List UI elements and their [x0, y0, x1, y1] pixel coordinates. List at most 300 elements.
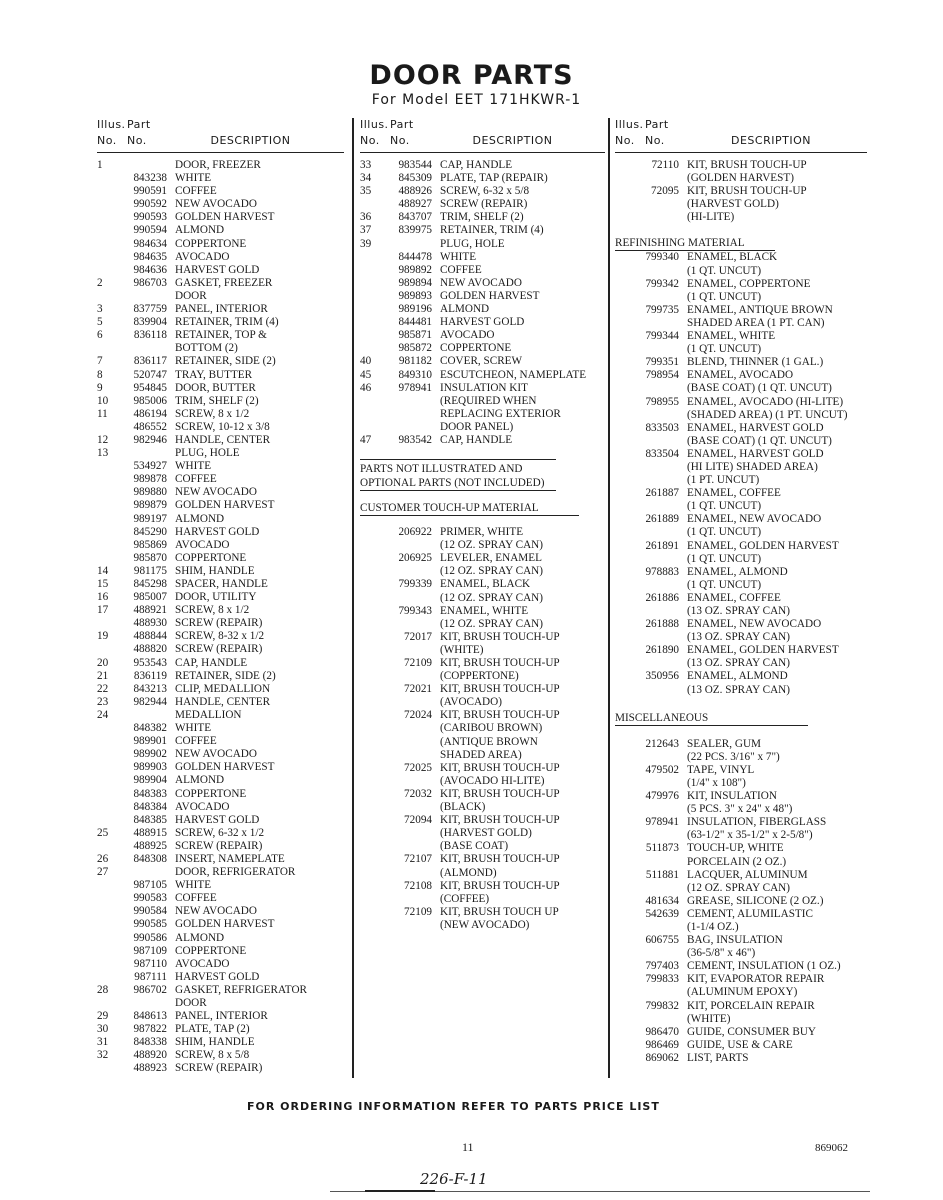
part-number: 488926 — [398, 185, 432, 198]
part-number: 839975 — [398, 224, 432, 237]
parts-row — [97, 198, 344, 211]
part-number — [119, 866, 175, 879]
part-number: 837759 — [133, 303, 167, 316]
part-number: 985006 — [133, 394, 167, 407]
description-continuation: (SHADED AREA) (1 PT. UNCUT) — [687, 408, 848, 421]
part-number: 799344 — [645, 330, 679, 343]
parts-row — [97, 1062, 344, 1075]
part-description: KIT, BRUSH TOUCH-UP — [440, 787, 560, 800]
part-number: 987111 — [134, 970, 167, 983]
part-number: 989879 — [133, 499, 167, 512]
part-description: GASKET, FREEZER — [175, 276, 273, 289]
parts-row — [97, 709, 344, 722]
illus-number — [97, 526, 119, 539]
part-number: 488925 — [133, 839, 167, 852]
part-number — [119, 709, 175, 722]
description-continuation: (WHITE) — [687, 1012, 731, 1025]
parts-row — [360, 788, 605, 801]
illus-number — [97, 251, 119, 264]
parts-row — [615, 934, 867, 947]
description-continuation: (12 OZ. SPRAY CAN) — [440, 617, 543, 630]
part-number: 990584 — [133, 905, 167, 918]
parts-row — [97, 827, 344, 840]
part-description: CLIP, MEDALLION — [175, 682, 271, 695]
illus-number — [97, 198, 119, 211]
parts-row — [97, 1036, 344, 1049]
parts-row — [97, 526, 344, 539]
part-number: 845309 — [398, 172, 432, 185]
part-number: 982946 — [133, 433, 167, 446]
part-description: MEDALLION — [175, 708, 242, 721]
part-number: 987822 — [133, 1023, 167, 1036]
parts-row — [97, 945, 344, 958]
part-description: ENAMEL, BLACK — [440, 578, 531, 591]
illus-number — [97, 958, 119, 971]
illus-number — [360, 552, 368, 565]
part-description: GASKET, REFRIGERATOR — [175, 983, 307, 996]
illus-number: 35 — [360, 185, 372, 198]
part-description: NEW AVOCADO — [175, 198, 257, 211]
description-continuation: (13 OZ. SPRAY CAN) — [687, 631, 790, 644]
illus-number: 11 — [97, 407, 108, 420]
part-description: HARVEST GOLD — [175, 525, 260, 538]
part-description: GREASE, SILICONE (2 OZ.) — [687, 894, 824, 907]
parts-row — [97, 735, 344, 748]
parts-row — [615, 513, 867, 526]
part-description: ENAMEL, COPPERTONE — [687, 277, 811, 290]
part-number: 797403 — [645, 960, 679, 973]
description-continuation: (13 OZ. SPRAY CAN) — [687, 683, 790, 696]
part-number: 985871 — [398, 329, 432, 342]
description-continuation: (1-1/4 OZ.) — [687, 920, 739, 933]
part-description: SHIM, HANDLE — [175, 1036, 255, 1049]
parts-row — [97, 696, 344, 709]
illus-number — [360, 264, 368, 277]
description-continuation: SHADED AREA (1 PT. CAN) — [687, 316, 825, 329]
parts-row — [97, 355, 344, 368]
part-number: 206925 — [398, 552, 432, 565]
parts-row — [615, 422, 867, 435]
part-description: ENAMEL, GOLDEN HARVEST — [687, 644, 839, 657]
parts-row — [97, 1023, 344, 1036]
parts-row — [615, 738, 867, 751]
part-number: 479976 — [645, 790, 679, 803]
touchup-list — [360, 526, 605, 932]
illus-number — [97, 722, 119, 735]
illus-number: 46 — [360, 381, 372, 394]
part-description: KIT, BRUSH TOUCH-UP — [440, 761, 560, 774]
parts-row — [97, 395, 344, 408]
parts-row — [97, 866, 344, 879]
part-description: CAP, HANDLE — [175, 656, 248, 669]
part-description: ENAMEL, BLACK — [687, 251, 778, 264]
part-number: 479502 — [645, 763, 679, 776]
part-number: 799343 — [398, 604, 432, 617]
illus-number — [97, 224, 119, 237]
part-description: ENAMEL, HARVEST GOLD — [687, 447, 824, 460]
description-continuation: (HARVEST GOLD) — [440, 827, 532, 840]
parts-row — [615, 1000, 867, 1013]
description-continuation: (1 QT. UNCUT) — [687, 526, 762, 539]
parts-row — [97, 277, 344, 290]
part-number: 989902 — [133, 748, 167, 761]
part-number: 844481 — [398, 316, 432, 329]
part-number: 350956 — [645, 670, 679, 683]
parts-row — [615, 644, 867, 657]
description-continuation: (HARVEST GOLD) — [687, 198, 779, 211]
illus-number — [97, 172, 119, 185]
description-continuation: (ALUMINUM EPOXY) — [687, 986, 798, 999]
illus-number — [97, 264, 119, 277]
parts-row — [615, 330, 867, 343]
parts-row — [615, 540, 867, 553]
part-description: ENAMEL, GOLDEN HARVEST — [687, 539, 839, 552]
illus-number — [360, 631, 368, 644]
part-description: ENAMEL, HARVEST GOLD — [687, 421, 824, 434]
part-description: CEMENT, INSULATION (1 OZ.) — [687, 960, 841, 973]
parts-row — [97, 513, 344, 526]
part-number: 798955 — [645, 395, 679, 408]
illus-number: 47 — [360, 433, 372, 446]
parts-row — [97, 539, 344, 552]
part-number: 488920 — [133, 1049, 167, 1062]
part-description: INSULATION KIT — [440, 381, 528, 394]
part-description: WHITE — [440, 250, 477, 263]
part-description: COFFEE — [175, 735, 217, 748]
parts-row — [360, 277, 605, 290]
description-continuation: (AVOCADO) — [440, 696, 502, 709]
part-description: PLATE, TAP (REPAIR) — [440, 172, 548, 185]
touchup-heading: CUSTOMER TOUCH-UP MATERIAL — [360, 501, 579, 516]
header-illus-no: No. — [360, 134, 380, 147]
part-description: TAPE, VINYL — [687, 763, 755, 776]
part-number: 799735 — [645, 303, 679, 316]
parts-row — [97, 172, 344, 185]
part-description: DOOR, BUTTER — [175, 381, 256, 394]
parts-row — [97, 617, 344, 630]
parts-row — [97, 316, 344, 329]
illus-number: 10 — [97, 394, 109, 407]
part-description: DOOR, REFRIGERATOR — [175, 866, 296, 879]
part-number: 848382 — [133, 722, 167, 735]
illus-number — [97, 971, 119, 984]
parts-row — [97, 303, 344, 316]
part-description: PLATE, TAP (2) — [175, 1023, 250, 1036]
parts-row — [615, 159, 867, 172]
column-header — [615, 118, 867, 153]
part-number: 520747 — [133, 368, 167, 381]
parts-row — [97, 434, 344, 447]
header-part: Part — [127, 118, 151, 131]
part-number: 984636 — [133, 263, 167, 276]
part-description: RETAINER, TOP & — [175, 329, 267, 342]
part-number: 978941 — [398, 381, 432, 394]
parts-row — [97, 552, 344, 565]
part-number: 799342 — [645, 277, 679, 290]
part-number: 798954 — [645, 369, 679, 382]
illus-number — [360, 277, 368, 290]
part-description: TRIM, SHELF (2) — [440, 211, 524, 224]
part-description: HARVEST GOLD — [175, 263, 260, 276]
part-number: 848308 — [133, 852, 167, 865]
illus-number: 16 — [97, 591, 109, 604]
part-number: 72025 — [404, 761, 432, 774]
illus-number — [97, 1062, 119, 1075]
part-description: COFFEE — [440, 263, 482, 276]
part-number: 986470 — [645, 1025, 679, 1038]
parts-row — [360, 264, 605, 277]
part-description: KIT, BRUSH TOUCH-UP — [440, 709, 560, 722]
parts-row — [97, 1049, 344, 1062]
part-description: KIT, BRUSH TOUCH-UP — [440, 683, 560, 696]
parts-row — [360, 709, 605, 722]
part-number: 72024 — [404, 709, 432, 722]
part-number: 799340 — [645, 251, 679, 264]
parts-row — [615, 278, 867, 291]
illus-number — [360, 198, 368, 211]
part-number: 990593 — [133, 211, 167, 224]
description-continuation: (BASE COAT) (1 QT. UNCUT) — [687, 382, 832, 395]
illus-number: 5 — [97, 316, 103, 329]
part-number: 542639 — [645, 907, 679, 920]
part-number: 978883 — [645, 565, 679, 578]
part-number: 981175 — [133, 564, 167, 577]
part-description: RETAINER, SIDE (2) — [175, 355, 276, 368]
parts-row — [615, 396, 867, 409]
part-description: SEALER, GUM — [687, 737, 761, 750]
header-illus-no: No. — [97, 134, 117, 147]
part-number: 845298 — [133, 578, 167, 590]
part-number: 990592 — [133, 198, 167, 211]
part-description: ENAMEL, ANTIQUE BROWN — [687, 303, 833, 316]
part-number: 981182 — [398, 355, 432, 368]
part-number: 984635 — [133, 250, 167, 263]
part-description: WHITE — [175, 460, 212, 473]
illus-number — [97, 552, 119, 565]
header-part-no: No. — [645, 134, 665, 147]
part-number: 72109 — [404, 905, 432, 918]
illus-number — [97, 473, 119, 486]
part-number — [368, 238, 440, 251]
parts-row — [97, 814, 344, 827]
part-number: 836119 — [133, 669, 167, 682]
header-part-no: No. — [390, 134, 410, 147]
illus-number — [97, 814, 119, 827]
illus-number — [97, 238, 119, 251]
part-description: ESCUTCHEON, NAMEPLATE — [440, 368, 587, 381]
illus-number — [360, 657, 368, 670]
illus-number — [97, 840, 119, 853]
illus-number: 34 — [360, 172, 372, 185]
parts-row — [97, 840, 344, 853]
illus-number: 9 — [97, 381, 103, 394]
part-number: 72108 — [404, 879, 432, 892]
part-description: SHIM, HANDLE — [175, 564, 255, 577]
part-description: ALMOND — [175, 931, 225, 944]
header-part: Part — [390, 118, 414, 131]
parts-column-1 — [97, 118, 344, 1076]
part-number: 511881 — [645, 868, 679, 881]
description-continuation: (1/4" x 108") — [687, 776, 746, 789]
parts-row — [97, 408, 344, 421]
header-illus: Illus. — [615, 118, 644, 131]
part-description: COPPERTONE — [175, 787, 247, 800]
part-number: 989894 — [398, 276, 432, 289]
part-number: 511873 — [645, 842, 679, 855]
parts-row — [97, 657, 344, 670]
description-continuation: (12 OZ. SPRAY CAN) — [440, 565, 543, 578]
part-description: GUIDE, CONSUMER BUY — [687, 1025, 816, 1038]
part-description: COFFEE — [175, 473, 217, 486]
illus-number — [97, 932, 119, 945]
parts-row — [360, 434, 605, 447]
part-description: ALMOND — [175, 512, 225, 525]
part-description: SPACER, HANDLE — [175, 578, 268, 590]
part-number: 606755 — [645, 934, 679, 947]
illus-number: 24 — [97, 708, 109, 721]
parts-row — [360, 316, 605, 329]
parts-row — [360, 185, 605, 198]
illus-number — [360, 342, 368, 355]
part-number: 843707 — [398, 211, 432, 224]
part-number: 486194 — [133, 407, 167, 420]
parts-row — [97, 604, 344, 617]
parts-list — [360, 159, 605, 447]
parts-row — [360, 329, 605, 342]
part-number: 990594 — [133, 224, 167, 237]
parts-row — [615, 1039, 867, 1052]
description-continuation: (12 OZ. SPRAY CAN) — [687, 881, 790, 894]
part-description: KIT, EVAPORATOR REPAIR — [687, 973, 825, 986]
parts-row — [97, 382, 344, 395]
part-description: NEW AVOCADO — [175, 905, 257, 918]
part-number: 990586 — [133, 931, 167, 944]
part-number: 839904 — [133, 316, 167, 329]
part-description: WHITE — [175, 172, 212, 185]
description-continuation: (1 QT. UNCUT) — [687, 343, 762, 356]
part-number: 989903 — [133, 761, 167, 774]
part-description: PRIMER, WHITE — [440, 526, 524, 539]
parts-row — [97, 421, 344, 434]
parts-row — [360, 578, 605, 591]
description-continuation: BOTTOM (2) — [175, 342, 238, 355]
parts-row — [97, 630, 344, 643]
parts-row — [97, 578, 344, 591]
refinishing-heading: REFINISHING MATERIAL — [615, 236, 775, 251]
part-number: 984634 — [133, 237, 167, 250]
description-continuation: (HI-LITE) — [687, 211, 735, 224]
parts-row — [615, 369, 867, 382]
part-number: 261888 — [645, 618, 679, 631]
parts-row — [97, 1010, 344, 1023]
part-number: 990591 — [133, 185, 167, 198]
parts-row — [97, 238, 344, 251]
part-description: KIT, BRUSH TOUCH-UP — [687, 159, 807, 171]
part-number: 72110 — [651, 159, 679, 171]
part-description: PLUG, HOLE — [440, 237, 505, 250]
description-continuation: (COFFEE) — [440, 892, 490, 905]
part-description: KIT, BRUSH TOUCH-UP — [440, 814, 560, 827]
part-description: KIT, BRUSH TOUCH UP — [440, 905, 559, 918]
part-description: ENAMEL, NEW AVOCADO — [687, 513, 822, 526]
illus-number: 13 — [97, 447, 109, 460]
parts-row — [360, 552, 605, 565]
part-description: GOLDEN HARVEST — [175, 918, 275, 931]
parts-row — [360, 290, 605, 303]
part-description: ENAMEL, ALMOND — [687, 565, 788, 578]
bottom-rule-accent — [365, 1190, 435, 1192]
part-number: 954845 — [133, 381, 167, 394]
illus-number — [97, 513, 119, 526]
part-description: ENAMEL, AVOCADO (HI-LITE) — [687, 395, 844, 408]
illus-number — [360, 762, 368, 775]
part-description: SCREW (REPAIR) — [175, 617, 263, 630]
illus-number — [97, 748, 119, 761]
part-description: NEW AVOCADO — [175, 486, 257, 499]
part-number: 989880 — [133, 486, 167, 499]
part-description: PLUG, HOLE — [175, 447, 240, 460]
parts-row — [615, 816, 867, 829]
parts-row — [360, 238, 605, 251]
illus-number — [360, 906, 368, 919]
part-description: GUIDE, USE & CARE — [687, 1038, 793, 1051]
parts-row — [360, 631, 605, 644]
description-continuation: (12 OZ. SPRAY CAN) — [440, 539, 543, 552]
description-continuation: (1 QT. UNCUT) — [687, 552, 762, 565]
parts-row — [360, 880, 605, 893]
parts-row — [97, 958, 344, 971]
illus-number — [360, 329, 368, 342]
parts-row — [360, 762, 605, 775]
illus-number — [360, 880, 368, 893]
illus-number — [97, 918, 119, 931]
part-description: INSERT, NAMEPLATE — [175, 852, 285, 865]
illus-number: 33 — [360, 159, 372, 171]
part-number: 990583 — [133, 892, 167, 905]
parts-row — [97, 892, 344, 905]
part-description: PANEL, INTERIOR — [175, 303, 268, 316]
parts-row — [97, 329, 344, 342]
illus-number: 31 — [97, 1036, 109, 1049]
model-subtitle: For Model EET 171HKWR-1 — [371, 92, 582, 108]
part-description: SCREW, 8 x 1/2 — [175, 604, 250, 617]
part-number: 845290 — [133, 525, 167, 538]
parts-row — [97, 932, 344, 945]
part-description: ENAMEL, COFFEE — [687, 487, 781, 500]
part-number: 261889 — [645, 513, 679, 526]
part-number: 989878 — [133, 473, 167, 486]
part-description: GOLDEN HARVEST — [175, 499, 275, 512]
illus-number: 29 — [97, 1010, 109, 1023]
part-description: HANDLE, CENTER — [175, 695, 271, 708]
parts-row — [615, 908, 867, 921]
part-number: 72017 — [404, 630, 432, 643]
description-continuation: (BASE COAT) — [440, 840, 509, 853]
parts-row — [360, 382, 605, 395]
parts-row — [97, 460, 344, 473]
part-number: 261887 — [645, 487, 679, 500]
illus-number: 32 — [97, 1049, 109, 1062]
illus-number: 6 — [97, 329, 103, 342]
parts-column-2 — [360, 118, 605, 932]
part-number: 212643 — [645, 737, 679, 750]
parts-row — [97, 788, 344, 801]
part-description: RETAINER, SIDE (2) — [175, 669, 276, 682]
part-description: ALMOND — [175, 774, 225, 787]
parts-row — [97, 670, 344, 683]
illus-number: 23 — [97, 695, 109, 708]
description-continuation: (5 PCS. 3" x 24" x 48") — [687, 803, 793, 816]
